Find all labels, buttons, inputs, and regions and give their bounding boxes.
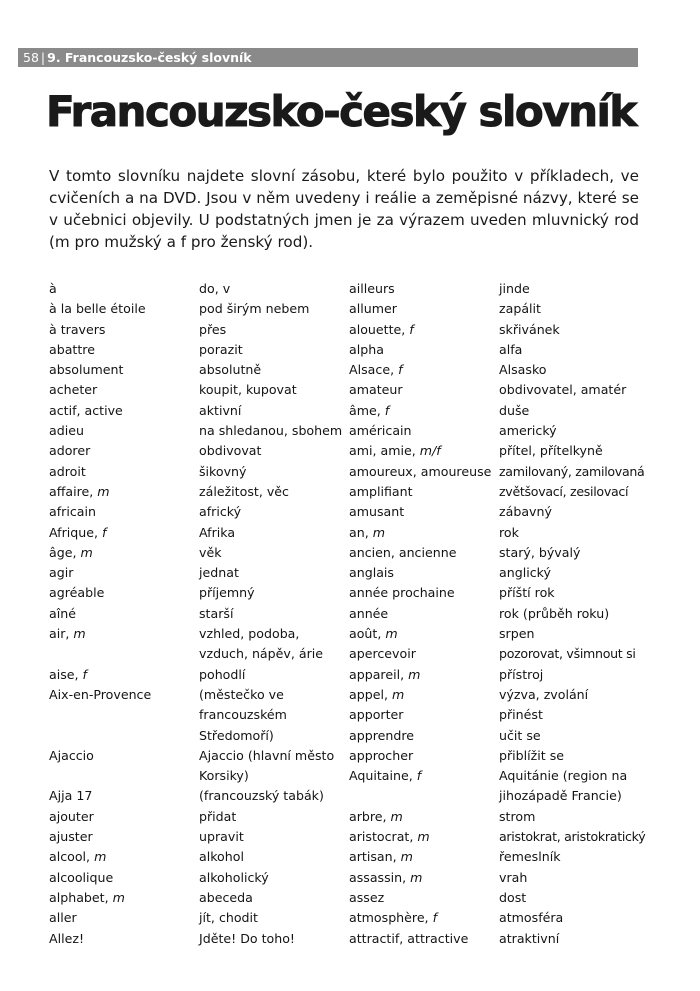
- dictionary-entry: [49, 320, 227, 340]
- czech-translation: příjemný: [199, 585, 255, 601]
- french-word: apprendre: [349, 727, 414, 743]
- french-word: anglais: [349, 565, 394, 581]
- french-term: [349, 583, 499, 603]
- dictionary-entry: [349, 320, 560, 340]
- czech-translation: Afrika: [199, 524, 236, 540]
- dictionary-entry: [349, 299, 541, 319]
- dictionary-entry: [349, 604, 610, 624]
- french-word: artisan,: [349, 849, 401, 865]
- czech-translation: upravit: [199, 829, 244, 845]
- dictionary-entry: [349, 685, 589, 705]
- french-term: [349, 502, 499, 522]
- french-word: Aquitaine,: [349, 768, 417, 784]
- czech-translation: (francouzský tabák): [199, 788, 324, 804]
- czech-translation: příští rok: [499, 585, 555, 601]
- french-word: ajouter: [49, 808, 94, 824]
- french-term: [349, 726, 499, 746]
- czech-translation: zvětšovací, zesilovací: [499, 483, 629, 499]
- french-word: ancien, ancienne: [349, 544, 457, 560]
- page-number: 58: [23, 50, 39, 65]
- french-word: adorer: [49, 443, 91, 459]
- french-word: année: [349, 605, 389, 621]
- dictionary-entry: [49, 908, 258, 928]
- french-word: aller: [49, 910, 77, 926]
- czech-translation: záležitost, věc: [199, 483, 289, 499]
- french-word: alcool,: [49, 849, 95, 865]
- czech-translation: dost: [499, 889, 527, 905]
- french-term: [49, 665, 199, 685]
- french-term: [49, 827, 199, 847]
- gender-marker: m: [80, 544, 93, 560]
- french-term: [349, 380, 499, 400]
- gender-marker: m: [400, 849, 413, 865]
- french-word: atmosphère,: [349, 910, 433, 926]
- czech-translation: aristokrat, aristokratický: [499, 829, 646, 845]
- french-term: [49, 888, 199, 908]
- french-term: [349, 685, 499, 705]
- french-word: actif, active: [49, 402, 123, 418]
- french-term: [49, 401, 199, 421]
- french-term: [349, 543, 499, 563]
- czech-translation: americký: [499, 423, 557, 439]
- czech-translation: jinde: [499, 281, 530, 296]
- french-term: [349, 665, 499, 685]
- french-word: alphabet,: [49, 889, 113, 905]
- gender-marker: f: [82, 666, 87, 682]
- french-word: absolument: [49, 362, 124, 378]
- french-term: [49, 482, 199, 502]
- czech-translation: alkohol: [199, 849, 244, 865]
- czech-translation: anglický: [499, 565, 551, 581]
- french-word: amateur: [349, 382, 403, 398]
- czech-translation: šikovný: [199, 463, 247, 479]
- french-word: amusant: [349, 504, 405, 520]
- french-word: à travers: [49, 321, 106, 337]
- dictionary-entry: [349, 401, 530, 421]
- french-term: [49, 299, 199, 319]
- french-term: [349, 604, 499, 624]
- czech-translation: Alsasko: [499, 362, 547, 378]
- french-word: agir: [49, 565, 74, 581]
- czech-translation: absolutně: [199, 362, 262, 378]
- french-word: américain: [349, 423, 412, 439]
- czech-translation: rok: [499, 524, 519, 540]
- french-term: [49, 380, 199, 400]
- french-term: [349, 421, 499, 441]
- french-term: [349, 340, 499, 360]
- french-word: alcoolique: [49, 869, 114, 885]
- dictionary-entry: [349, 644, 636, 664]
- french-word: apporter: [349, 707, 404, 723]
- french-word: assez: [349, 889, 385, 905]
- french-word: arbre,: [349, 808, 391, 824]
- dictionary-entry: [349, 766, 628, 807]
- czech-translation: atraktivní: [499, 930, 560, 946]
- dictionary-entry: [349, 502, 552, 522]
- czech-translation: pohodlí: [199, 666, 246, 682]
- gender-marker: f: [102, 524, 107, 540]
- french-word: adieu: [49, 423, 84, 439]
- gender-marker: m: [385, 626, 398, 642]
- french-term: [49, 441, 199, 461]
- french-term: [49, 421, 199, 441]
- french-word: aristocrat,: [349, 829, 418, 845]
- dictionary-entry: [349, 726, 541, 746]
- french-word: allumer: [349, 301, 397, 317]
- dictionary-entry: [49, 421, 343, 441]
- czech-translation: zamilovaný, zamilovaná: [499, 463, 645, 479]
- french-word: Allez!: [49, 930, 85, 946]
- czech-translation: rok (průběh roku): [499, 605, 610, 621]
- czech-translation: Jděte! Do toho!: [199, 930, 295, 946]
- czech-translation: duše: [499, 402, 530, 418]
- dictionary-entry: [349, 482, 629, 502]
- dictionary-entry: [349, 360, 547, 380]
- french-term: [349, 299, 499, 319]
- dictionary-entry: [349, 868, 528, 888]
- french-word: à la belle étoile: [49, 301, 146, 317]
- gender-marker: m: [94, 849, 107, 865]
- dictionary-entry: [49, 929, 295, 949]
- dictionary-entry: [349, 543, 581, 563]
- french-term: [49, 786, 199, 806]
- dictionary-entry: [49, 888, 253, 908]
- french-term: [349, 705, 499, 725]
- french-word: appel,: [349, 686, 392, 702]
- french-word: Alsace,: [349, 362, 399, 378]
- gender-marker: m: [372, 524, 385, 540]
- dictionary-entry: [349, 583, 555, 603]
- dictionary-entry: [49, 604, 234, 624]
- dictionary-entry: [49, 624, 323, 665]
- dictionary-entry: [349, 827, 646, 847]
- gender-marker: m: [390, 808, 403, 824]
- czech-translation: atmosféra: [499, 910, 564, 926]
- dictionary-entry: [349, 888, 527, 908]
- czech-translation: strom: [499, 808, 536, 824]
- french-term: [49, 583, 199, 603]
- french-word: amplifiant: [349, 483, 413, 499]
- french-term: [49, 320, 199, 340]
- french-term: [49, 929, 199, 949]
- french-term: [349, 320, 499, 340]
- czech-translation: starý, bývalý: [499, 544, 581, 560]
- french-term: [349, 807, 499, 827]
- french-term: [49, 685, 199, 746]
- dictionary-entry: [349, 523, 519, 543]
- french-word: ajuster: [49, 829, 93, 845]
- dictionary-entry: [349, 908, 564, 928]
- czech-translation: učit se: [499, 727, 541, 743]
- gender-marker: f: [398, 362, 403, 378]
- french-word: africain: [49, 504, 96, 520]
- french-term: [349, 847, 499, 867]
- gender-marker: m: [112, 889, 125, 905]
- dictionary-entry: [49, 441, 262, 461]
- french-term: [349, 401, 499, 421]
- french-word: âme,: [349, 402, 385, 418]
- french-word: an,: [349, 524, 373, 540]
- czech-translation: skřivánek: [499, 321, 560, 337]
- dictionary-entry: [49, 482, 289, 502]
- gender-marker: m: [391, 686, 405, 702]
- czech-translation: obdivovat: [199, 443, 262, 459]
- french-term: [349, 563, 499, 583]
- running-header: [18, 48, 638, 67]
- gender-marker: m: [417, 829, 430, 845]
- dictionary-entry: [349, 624, 535, 644]
- french-term: [349, 441, 499, 461]
- french-word: alouette,: [349, 321, 410, 337]
- czech-translation: řemeslník: [499, 849, 561, 865]
- intro-paragraph: V tomto slovníku najdete slovní zásobu, které bylo použito v příkladech, ve cvičeních a na DVD. Jsou v něm uvedeny i reálie a zeměpisné názvy, které se v učebnici objevily. U podstatných jmen je za výrazem uveden mluvnický rod (m pro mužský a f pro ženský rod).: [49, 167, 639, 251]
- header-separator: |: [40, 50, 46, 65]
- french-term: [349, 929, 499, 949]
- french-word: attractif, attractive: [349, 930, 469, 946]
- gender-marker: f: [384, 402, 390, 418]
- french-term: [349, 279, 499, 299]
- czech-translation: srpen: [499, 626, 535, 642]
- french-term: [49, 462, 199, 482]
- gender-marker: f: [432, 910, 438, 926]
- czech-translation: jít, chodit: [199, 910, 258, 926]
- dictionary-entry: [49, 583, 255, 603]
- dictionary-entry: [349, 929, 560, 949]
- dictionary-entry: [349, 340, 523, 360]
- dictionary-entry: [349, 847, 561, 867]
- dictionary-column-right: [349, 279, 646, 949]
- french-term: [49, 746, 199, 787]
- czech-translation: přes: [199, 321, 227, 337]
- section-title: 9. Francouzsko-český slovník: [47, 50, 252, 65]
- french-term: [49, 908, 199, 928]
- french-term: [349, 908, 499, 928]
- french-term: [49, 847, 199, 867]
- czech-translation: abeceda: [199, 889, 253, 905]
- french-word: Ajja 17: [49, 788, 93, 804]
- french-term: [49, 360, 199, 380]
- french-term: [349, 868, 499, 888]
- french-word: affaire,: [49, 483, 98, 499]
- dictionary-entry: [49, 807, 237, 827]
- czech-translation: přiblížit se: [499, 747, 565, 763]
- czech-translation: pod širým nebem: [199, 301, 310, 317]
- gender-marker: m: [408, 666, 421, 682]
- czech-translation: přidat: [199, 808, 237, 824]
- dictionary-entry: [49, 340, 243, 360]
- french-term: [349, 746, 499, 766]
- french-term: [349, 766, 499, 807]
- french-term: [49, 563, 199, 583]
- gender-marker: m: [73, 626, 86, 642]
- dictionary-entry: [349, 441, 603, 461]
- french-word: ailleurs: [349, 281, 395, 296]
- dictionary-entry: [349, 807, 536, 827]
- dictionary-entry: [49, 786, 324, 806]
- dictionary-entry: [49, 502, 242, 522]
- french-word: aise,: [49, 666, 83, 682]
- czech-translation: porazit: [199, 341, 243, 357]
- french-word: approcher: [349, 747, 414, 763]
- french-term: [349, 888, 499, 908]
- dictionary-entry: [49, 827, 244, 847]
- czech-translation: Ajaccio (hlavní město Korsiky): [199, 747, 335, 784]
- czech-translation: přinést: [499, 707, 543, 723]
- dictionary-entry: [49, 462, 247, 482]
- french-term: [49, 279, 199, 299]
- dictionary-entry: [349, 380, 627, 400]
- french-word: âge,: [49, 544, 81, 560]
- czech-translation: pozorovat, všimnout si: [499, 646, 636, 662]
- french-word: aîné: [49, 605, 76, 621]
- french-word: appareil,: [349, 666, 409, 682]
- french-word: agréable: [49, 585, 105, 601]
- french-term: [49, 604, 199, 624]
- dictionary-entry: [49, 685, 287, 746]
- dictionary-entry: [49, 279, 231, 299]
- dictionary-column-left: [49, 279, 343, 949]
- czech-translation: do, v: [199, 281, 231, 296]
- french-term: [349, 624, 499, 644]
- gender-marker: m/f: [419, 443, 441, 459]
- dictionary-entry: [49, 665, 246, 685]
- french-term: [49, 807, 199, 827]
- gender-marker: f: [416, 768, 422, 784]
- dictionary-entry: [349, 563, 551, 583]
- french-term: [49, 502, 199, 522]
- french-word: acheter: [49, 382, 98, 398]
- dictionary-entry: [349, 462, 645, 482]
- dictionary-entry: [49, 401, 242, 421]
- dictionary-entry: [349, 665, 544, 685]
- french-word: ami, amie,: [349, 443, 420, 459]
- page-title: Francouzsko-český slovník: [46, 87, 636, 136]
- french-word: alpha: [349, 341, 384, 357]
- french-term: [49, 543, 199, 563]
- dictionary-entry: [49, 543, 222, 563]
- czech-translation: Aquitánie (region na jihozápadě Francie): [499, 768, 628, 804]
- french-term: [349, 462, 499, 482]
- french-word: amoureux, amoureuse: [349, 463, 492, 479]
- french-term: [49, 624, 199, 665]
- dictionary-entry: [49, 523, 236, 543]
- dictionary-entry: [349, 705, 543, 725]
- czech-translation: věk: [199, 544, 222, 560]
- czech-translation: obdivovatel, amatér: [499, 382, 627, 398]
- czech-translation: vzhled, podoba, vzduch, nápěv, árie: [199, 626, 323, 662]
- gender-marker: m: [97, 483, 110, 499]
- french-term: [349, 482, 499, 502]
- czech-translation: aktivní: [199, 402, 242, 418]
- french-term: [349, 827, 499, 847]
- french-word: août,: [349, 626, 386, 642]
- french-word: à: [49, 281, 57, 296]
- french-word: assassin,: [349, 869, 411, 885]
- czech-translation: přístroj: [499, 666, 544, 682]
- dictionary-entry: [349, 279, 530, 299]
- french-word: air,: [49, 626, 74, 642]
- czech-translation: výzva, zvolání: [499, 686, 589, 702]
- french-term: [49, 523, 199, 543]
- french-word: adroit: [49, 463, 86, 479]
- french-word: Aix-en-Provence: [49, 686, 152, 702]
- dictionary-entry: [49, 360, 262, 380]
- czech-translation: zábavný: [499, 504, 552, 520]
- czech-translation: alkoholický: [199, 869, 269, 885]
- czech-translation: starší: [199, 605, 234, 621]
- french-term: [49, 868, 199, 888]
- czech-translation: na shledanou, sbohem: [199, 423, 343, 439]
- czech-translation: (městečko ve francouzském Středomoří): [199, 686, 287, 743]
- dictionary-entry: [349, 746, 565, 766]
- czech-translation: koupit, kupovat: [199, 382, 297, 398]
- dictionary-entry: [49, 746, 335, 787]
- french-word: année prochaine: [349, 585, 455, 601]
- french-term: [49, 340, 199, 360]
- french-term: [349, 644, 499, 664]
- gender-marker: f: [409, 321, 414, 337]
- dictionary-entry: [49, 380, 297, 400]
- french-word: abattre: [49, 341, 95, 357]
- dictionary-entry: [349, 421, 557, 441]
- french-word: Afrique,: [49, 524, 103, 540]
- gender-marker: m: [410, 869, 423, 885]
- czech-translation: alfa: [499, 341, 523, 357]
- french-word: Ajaccio: [49, 747, 94, 763]
- dictionary-entry: [49, 299, 310, 319]
- dictionary-entry: [49, 847, 244, 867]
- french-word: apercevoir: [349, 646, 416, 662]
- czech-translation: vrah: [499, 869, 528, 885]
- czech-translation: africký: [199, 504, 242, 520]
- dictionary-entry: [49, 868, 269, 888]
- french-term: [349, 360, 499, 380]
- czech-translation: zapálit: [499, 301, 541, 317]
- dictionary-entry: [49, 563, 239, 583]
- french-term: [349, 523, 499, 543]
- czech-translation: přítel, přítelkyně: [499, 443, 603, 459]
- czech-translation: jednat: [199, 565, 239, 581]
